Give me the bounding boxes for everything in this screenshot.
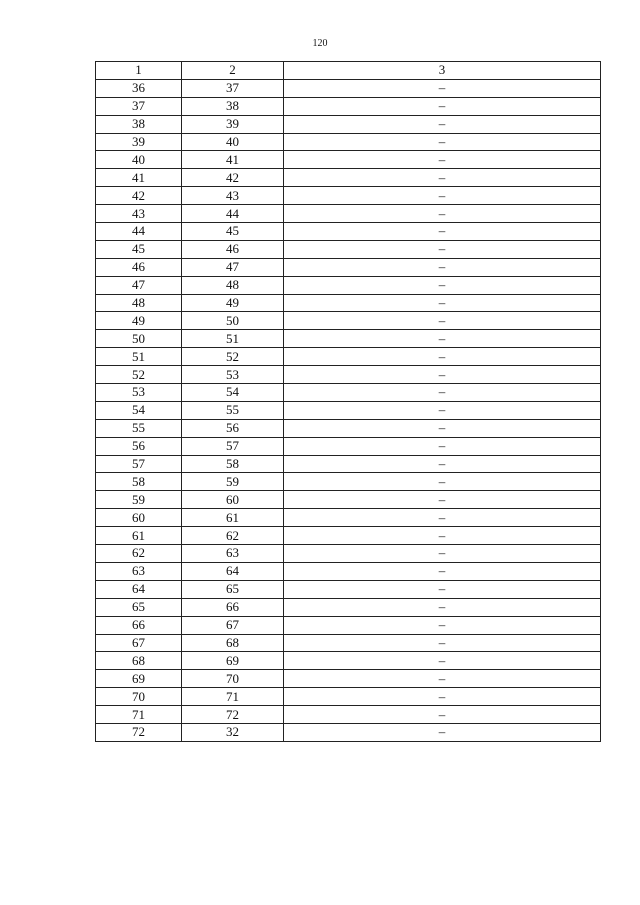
table-cell-col-1: 50 [96,330,182,348]
table-row [96,79,601,97]
table-row [96,706,601,724]
table-cell-col-1: 69 [96,670,182,688]
table-cell-col-2: 44 [182,205,284,223]
table-row [96,348,601,366]
table-cell-col-1: 37 [96,97,182,115]
table-cell-col-2: 59 [182,473,284,491]
table-cell-col-2: 54 [182,384,284,402]
table-cell-col-2: 71 [182,688,284,706]
table-cell-col-2: 53 [182,366,284,384]
table-cell-col-2: 41 [182,151,284,169]
table-cell-col-1: 57 [96,455,182,473]
table-row [96,437,601,455]
table-cell-col-3: – [284,366,601,384]
table-cell-col-1: 47 [96,276,182,294]
table-cell-col-2: 62 [182,527,284,545]
table-cell-col-2: 57 [182,437,284,455]
table-cell-col-3: – [284,652,601,670]
table-cell-col-3: – [284,115,601,133]
table-row [96,258,601,276]
table-cell-col-1: 41 [96,169,182,187]
table-cell-col-1: 58 [96,473,182,491]
table-cell-col-1: 49 [96,312,182,330]
table-cell-col-3: – [284,562,601,580]
table-cell-col-2: 55 [182,401,284,419]
table-row [96,187,601,205]
table-row [96,491,601,509]
table-row [96,580,601,598]
table-cell-col-1: 59 [96,491,182,509]
table-cell-col-3: – [284,670,601,688]
table-cell-col-2: 42 [182,169,284,187]
table-cell-col-2: 56 [182,419,284,437]
table-cell-col-3: – [284,419,601,437]
table-cell-col-1: 63 [96,562,182,580]
table-row [96,115,601,133]
table-cell-col-2: 58 [182,455,284,473]
table-cell-col-1: 54 [96,401,182,419]
table-row [96,670,601,688]
table-cell-col-2: 38 [182,97,284,115]
table-row [96,419,601,437]
table-cell-col-1: 52 [96,366,182,384]
table-cell-col-1: 61 [96,527,182,545]
table-cell-col-2: 32 [182,723,284,741]
table-cell-col-3: – [284,473,601,491]
table-cell-col-3: – [284,97,601,115]
table-cell-col-3: – [284,580,601,598]
table-cell-col-3: – [284,545,601,563]
table-cell-col-2: 48 [182,276,284,294]
table-row [96,133,601,151]
table-cell-col-1: 56 [96,437,182,455]
table-row [96,240,601,258]
page-number: 120 [312,38,328,49]
table-cell-col-2: 37 [182,79,284,97]
table-cell-col-1: 51 [96,348,182,366]
table-cell-col-2: 46 [182,240,284,258]
table-cell-col-3: – [284,401,601,419]
column-header-1: 1 [96,62,182,80]
table-row [96,562,601,580]
table-cell-col-1: 48 [96,294,182,312]
table-row [96,330,601,348]
table-row [96,97,601,115]
table-cell-col-2: 50 [182,312,284,330]
table-cell-col-3: – [284,276,601,294]
table-cell-col-2: 47 [182,258,284,276]
table-cell-col-3: – [284,258,601,276]
table-cell-col-1: 38 [96,115,182,133]
table-row [96,223,601,241]
table-cell-col-2: 49 [182,294,284,312]
table-cell-col-3: – [284,294,601,312]
table-cell-col-3: – [284,706,601,724]
table-cell-col-2: 64 [182,562,284,580]
table-cell-col-3: – [284,437,601,455]
table-cell-col-1: 67 [96,634,182,652]
table-row [96,384,601,402]
table-cell-col-2: 65 [182,580,284,598]
table-cell-col-3: – [284,330,601,348]
table-cell-col-1: 44 [96,223,182,241]
table-cell-col-3: – [284,205,601,223]
table-row [96,294,601,312]
table-cell-col-3: – [284,151,601,169]
table-cell-col-2: 72 [182,706,284,724]
table-cell-col-3: – [284,187,601,205]
table-body [96,79,601,741]
table-cell-col-1: 71 [96,706,182,724]
table-cell-col-2: 52 [182,348,284,366]
data-table [95,61,601,742]
table-cell-col-1: 66 [96,616,182,634]
table-cell-col-2: 51 [182,330,284,348]
table-cell-col-1: 45 [96,240,182,258]
table-cell-col-2: 61 [182,509,284,527]
table-cell-col-1: 39 [96,133,182,151]
table-header-row [96,62,601,80]
table-cell-col-1: 42 [96,187,182,205]
table-row [96,276,601,294]
table-row [96,473,601,491]
table-row [96,169,601,187]
table-cell-col-2: 69 [182,652,284,670]
table-cell-col-2: 63 [182,545,284,563]
table-cell-col-3: – [284,240,601,258]
table-cell-col-3: – [284,491,601,509]
table-cell-col-2: 67 [182,616,284,634]
table-cell-col-3: – [284,509,601,527]
table-cell-col-2: 70 [182,670,284,688]
table-cell-col-1: 64 [96,580,182,598]
table-cell-col-1: 62 [96,545,182,563]
table-cell-col-2: 39 [182,115,284,133]
table-cell-col-3: – [284,169,601,187]
table-cell-col-1: 68 [96,652,182,670]
table-cell-col-3: – [284,348,601,366]
table-cell-col-3: – [284,634,601,652]
table-row [96,598,601,616]
table-cell-col-3: – [284,455,601,473]
table-cell-col-3: – [284,598,601,616]
table-cell-col-2: 45 [182,223,284,241]
table-cell-col-2: 43 [182,187,284,205]
table-cell-col-3: – [284,688,601,706]
table-cell-col-2: 60 [182,491,284,509]
column-header-3: 3 [284,62,601,80]
table-cell-col-1: 43 [96,205,182,223]
table-cell-col-3: – [284,312,601,330]
table-row [96,509,601,527]
table-row [96,688,601,706]
table-row [96,366,601,384]
table-cell-col-1: 72 [96,723,182,741]
table-cell-col-3: – [284,223,601,241]
table-row [96,151,601,169]
table-cell-col-1: 65 [96,598,182,616]
table-cell-col-3: – [284,133,601,151]
table-row [96,616,601,634]
table-cell-col-3: – [284,79,601,97]
table-cell-col-2: 40 [182,133,284,151]
table-cell-col-1: 36 [96,79,182,97]
table-row [96,455,601,473]
table-row [96,545,601,563]
table-row [96,652,601,670]
table-cell-col-3: – [284,527,601,545]
table-cell-col-1: 53 [96,384,182,402]
table-cell-col-3: – [284,384,601,402]
table-cell-col-1: 46 [96,258,182,276]
table-row [96,205,601,223]
table-row [96,634,601,652]
table-cell-col-1: 70 [96,688,182,706]
column-header-2: 2 [182,62,284,80]
table-cell-col-1: 40 [96,151,182,169]
table-row [96,527,601,545]
table-cell-col-1: 60 [96,509,182,527]
table-row [96,401,601,419]
table-cell-col-2: 66 [182,598,284,616]
table-cell-col-2: 68 [182,634,284,652]
table-cell-col-3: – [284,616,601,634]
table-header [96,62,601,80]
table-cell-col-3: – [284,723,601,741]
table-cell-col-1: 55 [96,419,182,437]
table-row [96,312,601,330]
table-row [96,723,601,741]
